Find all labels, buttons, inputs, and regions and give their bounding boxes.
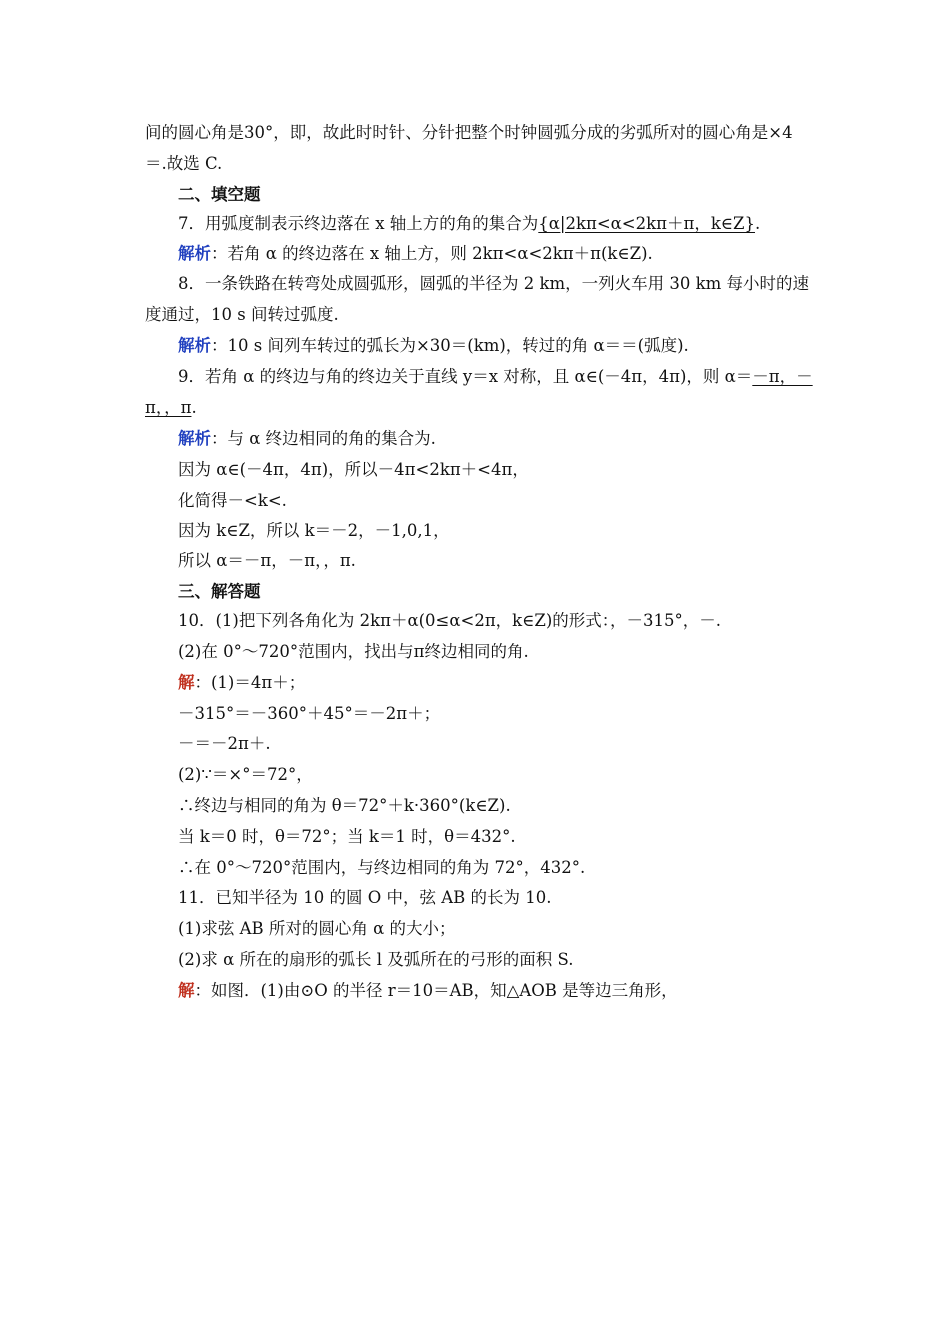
solution-line: 因为 α∈(－4π，4π)，所以－4π<2kπ＋<4π， — [178, 460, 529, 479]
question-9: 9．若角 α 的终边与角的终边关于直线 y＝x 对称，且 α∈(－4π，4π)，则 α＝－π，－ — [178, 367, 813, 386]
solution-8: 解析：10 s 间列车转过的弧长为×30＝(km)，转过的角 α＝＝(弧度). — [178, 336, 689, 355]
section-heading-answer: 三、解答题 — [178, 582, 261, 601]
solution-line: －＝－2π＋. — [178, 734, 271, 753]
paragraph-line: ＝.故选 C. — [145, 154, 223, 173]
question-7: 7．用弧度制表示终边落在 x 轴上方的角的集合为{α|2kπ<α<2kπ＋π，k∈Z}. — [178, 214, 761, 233]
solution-line: －315°＝－360°＋45°＝－2π＋； — [178, 704, 441, 723]
solution-10: 解：(1)＝4π＋； — [178, 673, 306, 692]
solution-line: ∴在 0°～720°范围内，与终边相同的角为 72°，432°. — [178, 858, 586, 877]
solution-line: 所以 α＝－π，－π，，π. — [178, 551, 356, 570]
question-9-cont: π，，π. — [145, 398, 197, 417]
analysis-label: 解析 — [178, 244, 211, 263]
analysis-label: 解析 — [178, 429, 211, 448]
question-8-cont: 度通过，10 s 间转过弧度. — [145, 305, 339, 324]
solution-label: 解 — [178, 981, 195, 1000]
solution-11: 解：如图．(1)由⊙O 的半径 r＝10＝AB，知△AOB 是等边三角形， — [178, 981, 678, 1000]
solution-label: 解 — [178, 673, 195, 692]
question-10: 10．(1)把下列各角化为 2kπ＋α(0≤α<2π，k∈Z)的形式：，－315°，－. — [178, 611, 722, 630]
solution-line: 当 k＝0 时，θ＝72°；当 k＝1 时，θ＝432°. — [178, 827, 516, 846]
solution-7: 解析：若角 α 的终边落在 x 轴上方，则 2kπ<α<2kπ＋π(k∈Z). — [178, 244, 653, 263]
solution-9: 解析：与 α 终边相同的角的集合为. — [178, 429, 436, 448]
solution-line: (2)∵＝×°＝72°， — [178, 765, 313, 784]
answer-blank: {α|2kπ<α<2kπ＋π，k∈Z} — [538, 214, 755, 233]
answer-blank: π，，π — [145, 398, 192, 417]
question-11-part-2: (2)求 α 所在的扇形的弧长 l 及弧所在的弓形的面积 S. — [178, 950, 574, 969]
section-heading-fill-in: 二、填空题 — [178, 185, 261, 204]
question-10-part-2: (2)在 0°～720°范围内，找出与π终边相同的角. — [178, 642, 529, 661]
solution-line: 因为 k∈Z，所以 k＝－2，－1,0,1， — [178, 521, 450, 540]
paragraph-line: 间的圆心角是30°，即，故此时时针、分针把整个时钟圆弧分成的劣弧所对的圆心角是×4 — [145, 123, 793, 142]
solution-line: ∴终边与相同的角为 θ＝72°＋k·360°(k∈Z). — [178, 796, 511, 815]
question-8: 8．一条铁路在转弯处成圆弧形，圆弧的半径为 2 km，一列火车用 30 km 每小时的速 — [178, 274, 810, 293]
question-11: 11．已知半径为 10 的圆 O 中，弦 AB 的长为 10. — [178, 888, 552, 907]
analysis-label: 解析 — [178, 336, 211, 355]
solution-line: 化简得－<k<. — [178, 491, 287, 510]
question-11-part-1: (1)求弦 AB 所对的圆心角 α 的大小； — [178, 919, 456, 938]
answer-blank: －π，－ — [752, 367, 813, 386]
